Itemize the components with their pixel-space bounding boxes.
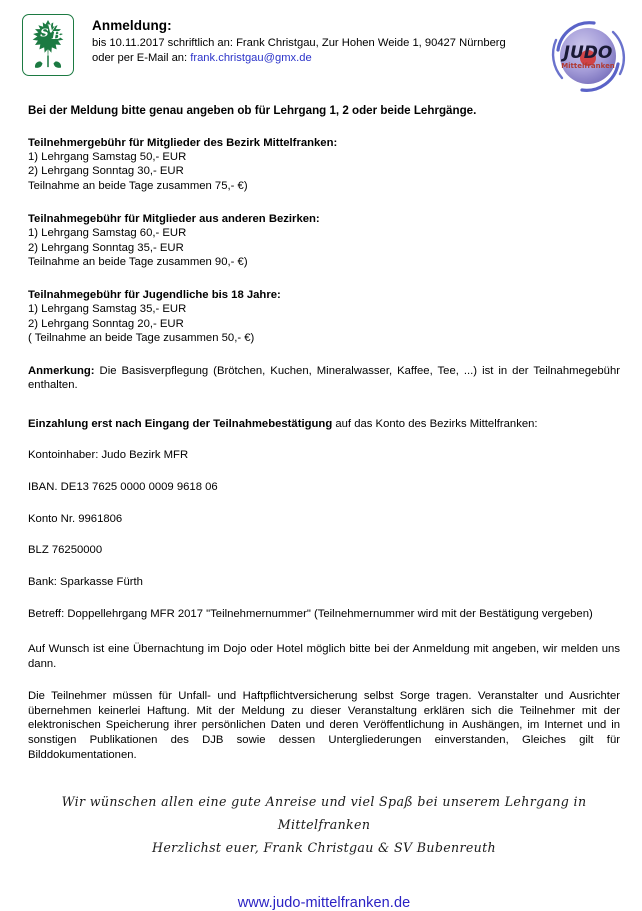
page-title: Anmeldung: — [92, 18, 172, 33]
fee-line: 1) Lehrgang Samstag 60,- EUR — [28, 227, 187, 240]
svb-monogram-v: V — [47, 21, 56, 36]
document-header — [0, 0, 642, 92]
closing-line-signature: Herzlichst euer, Frank Christgau & SV Bubenreuth — [152, 840, 496, 856]
email-link[interactable]: frank.christgau@gmx.de — [190, 51, 312, 64]
catering-note — [28, 364, 620, 393]
fee-line: 2) Lehrgang Sonntag 20,- EUR — [28, 317, 184, 330]
catering-note-label: Anmerkung: — [28, 364, 95, 377]
closing-line-wishes: Wir wünschen allen eine gute Anreise und viel Spaß bei unserem Lehrgang in Mittelfranken — [61, 794, 587, 833]
bank-blz: BLZ 76250000 — [28, 544, 103, 557]
document-body — [0, 104, 642, 911]
judo-mittelfranken-logo — [544, 16, 630, 98]
fee-line: ( Teilnahme an beide Tage zusammen 50,- €) — [28, 332, 255, 345]
header-text-block — [92, 14, 540, 65]
fee-line: 1) Lehrgang Samstag 50,- EUR — [28, 151, 187, 163]
fee-block-title: Teilnehmergebühr für Mitglieder des Bezirk Mittelfranken: — [28, 137, 338, 149]
judo-logo-wordmark: JUDO — [563, 43, 613, 63]
bank-name: Bank: Sparkasse Fürth — [28, 575, 143, 588]
fee-line: 2) Lehrgang Sonntag 35,- EUR — [28, 241, 184, 254]
website-url[interactable]: www.judo-mittelfranken.de — [237, 895, 411, 911]
catering-note-text: Die Basisverpflegung (Brötchen, Kuchen, Mineralwasser, Kaffee, Tee, ...) ist in der Teilnahmegebühr enthalten. — [28, 364, 620, 392]
lead-instruction: Bei der Meldung bitte genau angeben ob für Lehrgang 1, 2 oder beide Lehrgänge. — [28, 104, 477, 117]
payment-heading — [28, 417, 620, 432]
svb-logo-graphic — [23, 15, 73, 75]
payment-heading-rest: auf das Konto des Bezirks Mittelfranken: — [332, 417, 538, 430]
bank-account-holder: Kontoinhaber: Judo Bezirk MFR — [28, 449, 189, 462]
judo-logo-graphic — [544, 16, 630, 98]
closing-block — [28, 790, 620, 859]
liability-paragraph: Die Teilnehmer müssen für Unfall- und Haftpflichtversicherung selbst Sorge tragen. Veranstalter und Ausrichter übernehmen keinerlei Haftung. Mit der Meldung zu dieser Veranstaltung erklären sich die Teilnehmer mit der elektronischen Speicherung ihrer persönlichen Daten und deren Veröffentlichung in Aushängen, im Internet und in sonstigen Publikationen des DJB sowie dessen Untergliederungen einverstanden, Gleiches gilt für Bilddokumentationen. — [28, 690, 620, 761]
header-postal-line: bis 10.11.2017 schriftlich an: Frank Christgau, Zur Hohen Weide 1, 90427 Nürnberg — [92, 37, 506, 49]
fee-block-members-other-districts — [28, 213, 620, 269]
fee-line: 1) Lehrgang Samstag 35,- EUR — [28, 303, 187, 316]
payment-heading-bold: Einzahlung erst nach Eingang der Teilnahmebestätigung — [28, 417, 333, 430]
bank-account-number: Konto Nr. 9961806 — [28, 512, 123, 525]
fee-block-youth — [28, 289, 620, 345]
fee-line: Teilnahme an beide Tage zusammen 75,- €) — [28, 179, 248, 192]
judo-logo-region-label: Mittelfranken — [561, 62, 615, 70]
bank-reference: Betreff: Doppellehrgang MFR 2017 "Teilnehmernummer" (Teilnehmernummer wird mit der Bestätigung vergeben) — [28, 608, 593, 621]
fee-line: 2) Lehrgang Sonntag 30,- EUR — [28, 165, 184, 178]
header-email-prefix: oder per E-Mail an: — [92, 51, 191, 64]
fee-block-title: Teilnahmegebühr für Mitglieder aus anderen Bezirken: — [28, 213, 320, 226]
header-email-line — [92, 51, 540, 66]
accommodation-paragraph: Auf Wunsch ist eine Übernachtung im Dojo oder Hotel möglich bitte bei der Anmeldung mit angeben, wir melden uns dann. — [28, 643, 620, 670]
svb-monogram-s: S — [40, 25, 49, 40]
fee-block-members-mittelfranken — [28, 137, 620, 193]
fee-line: Teilnahme an beide Tage zusammen 90,- €) — [28, 256, 248, 269]
fee-block-title: Teilnahmegebühr für Jugendliche bis 18 Jahre: — [28, 289, 281, 302]
svb-monogram-b: B — [51, 28, 62, 43]
svb-oak-leaf-logo — [22, 14, 74, 76]
bank-iban: IBAN. DE13 7625 0000 0009 9618 06 — [28, 481, 218, 494]
